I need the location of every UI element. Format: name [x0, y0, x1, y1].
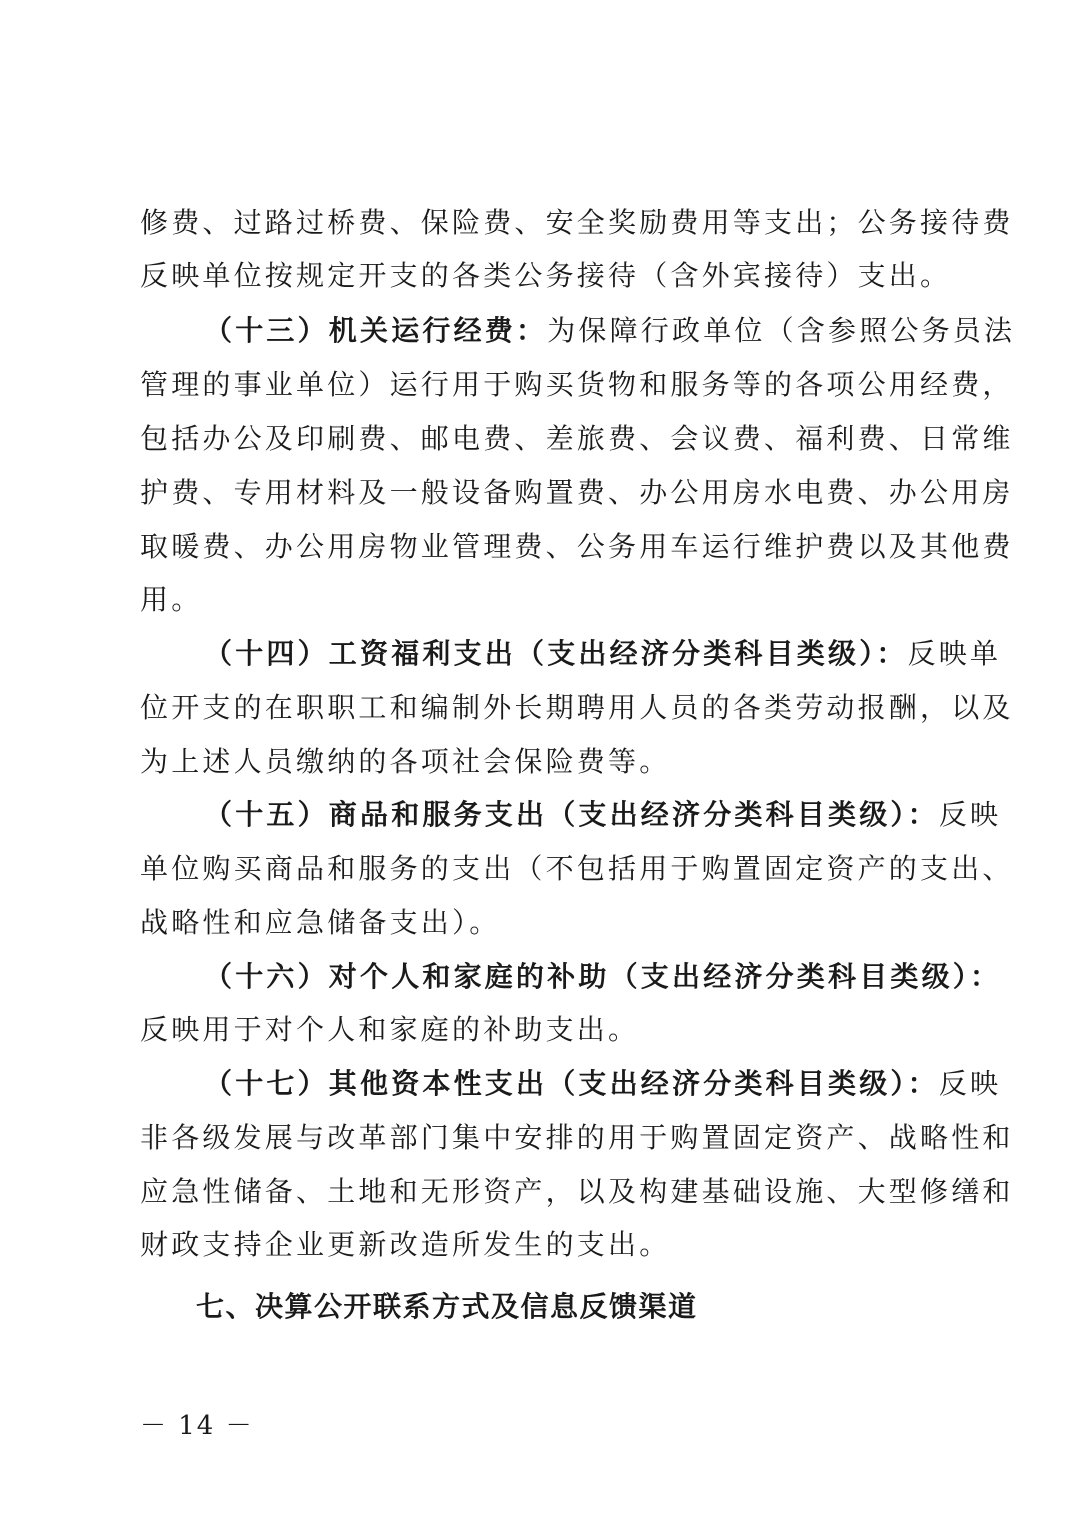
item-13-title: （十三）机关运行经费： [204, 314, 548, 347]
text-line: 反映单位按规定开支的各类公务接待（含外宾接待）支出。 [140, 259, 952, 292]
paragraph-16-first-line [204, 957, 1002, 997]
text-line: 单位购买商品和服务的支出（不包括用于购置固定资产的支出、 [140, 852, 1014, 885]
paragraph-17-first-line: （十七）其他资本性支出（支出经济分类科目类级）：反映 [204, 1067, 1002, 1100]
item-14-title: （十四）工资福利支出（支出经济分类科目类级）： [204, 637, 908, 670]
page-number: － 14 － [140, 1411, 254, 1441]
paragraph-13-first-line: （十三）机关运行经费：为保障行政单位（含参照公务员法 [204, 314, 1016, 347]
text-line: 用。 [140, 583, 203, 616]
paragraph-14-first-line: （十四）工资福利支出（支出经济分类科目类级）：反映单 [204, 637, 1002, 670]
text-line: 非各级发展与改革部门集中安排的用于购置固定资产、战略性和 [140, 1121, 1014, 1154]
text-line: 财政支持企业更新改造所发生的支出。 [140, 1228, 671, 1261]
paragraph-15-first-line: （十五）商品和服务支出（支出经济分类科目类级）：反映 [204, 798, 1002, 831]
text-line: 包括办公及印刷费、邮电费、差旅费、会议费、福利费、日常维 [140, 422, 1014, 455]
text-line: 战略性和应急储备支出）。 [140, 906, 501, 939]
text-line: 位开支的在职职工和编制外长期聘用人员的各类劳动报酬，以及 [140, 691, 1014, 724]
item-16-title: （十六）对个人和家庭的补助（支出经济分类科目类级）： [204, 960, 1002, 993]
item-17-title: （十七）其他资本性支出（支出经济分类科目类级）： [204, 1067, 939, 1100]
text-line: 管理的事业单位）运行用于购买货物和服务等的各项公用经费， [140, 368, 1014, 401]
item-15-title: （十五）商品和服务支出（支出经济分类科目类级）： [204, 798, 939, 831]
section-heading: 七、决算公开联系方式及信息反馈渠道 [196, 1290, 698, 1323]
text-line: 取暖费、办公用房物业管理费、公务用车运行维护费以及其他费 [140, 530, 1014, 563]
text-line: 反映用于对个人和家庭的补助支出。 [140, 1013, 640, 1046]
text-line: 修费、过路过桥费、保险费、安全奖励费用等支出；公务接待费 [140, 206, 1014, 239]
text-line: 应急性储备、土地和无形资产，以及构建基础设施、大型修缮和 [140, 1175, 1014, 1208]
text-line: 护费、专用材料及一般设备购置费、办公用房水电费、办公用房 [140, 476, 1014, 509]
text-line: 为上述人员缴纳的各项社会保险费等。 [140, 745, 671, 778]
